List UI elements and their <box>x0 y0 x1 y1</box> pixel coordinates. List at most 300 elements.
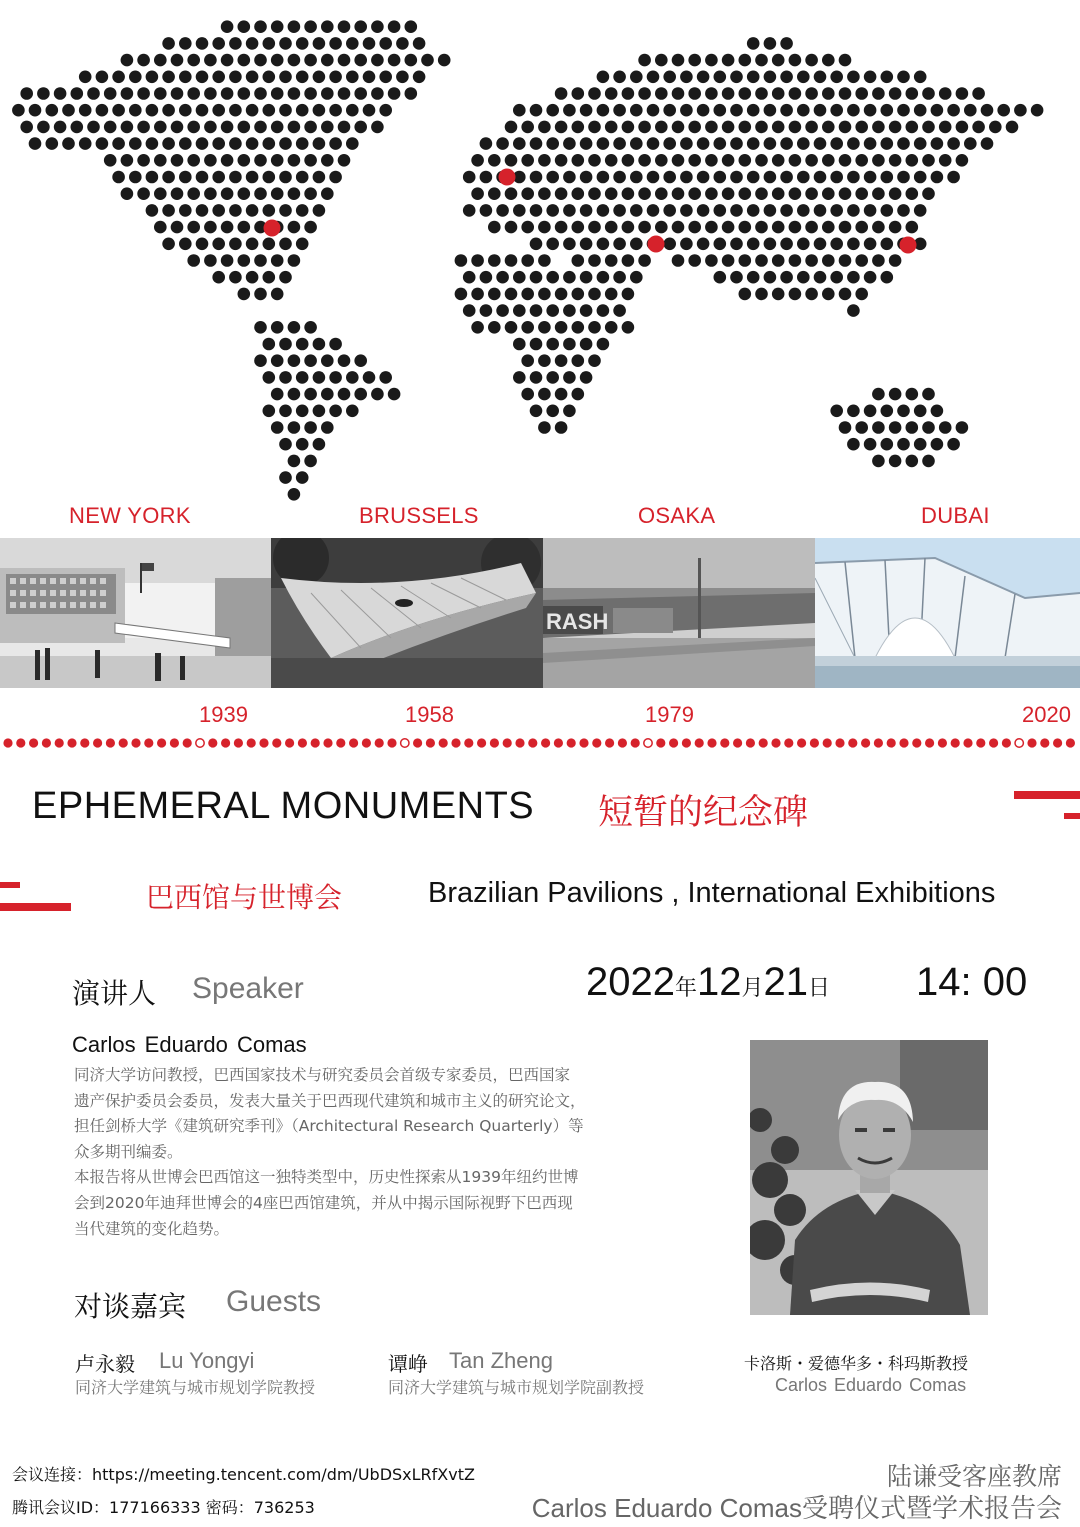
date-month: 12 <box>697 960 742 1004</box>
map-dot <box>304 87 317 100</box>
map-dot <box>697 204 710 217</box>
map-dot <box>304 154 317 167</box>
map-dot <box>346 371 359 384</box>
map-dot <box>254 87 267 100</box>
meeting-id: 腾讯会议ID：177166333 密码：736253 <box>12 1498 315 1517</box>
map-dot <box>546 104 559 117</box>
timeline-dot <box>887 738 896 747</box>
map-dot <box>212 171 225 184</box>
map-dot <box>814 271 827 284</box>
map-dot <box>830 137 843 150</box>
timeline-dot <box>989 738 998 747</box>
map-dot <box>254 121 267 134</box>
map-dot <box>688 154 701 167</box>
event-date <box>586 960 830 1005</box>
map-dot <box>196 238 209 251</box>
map-dot <box>889 221 902 234</box>
map-dot <box>279 438 292 451</box>
map-dot <box>346 71 359 84</box>
footer-event-title: Carlos Eduardo Comas受聘仪式暨学术报告会 <box>531 1493 1062 1523</box>
map-dot <box>672 154 685 167</box>
event-time: 14: 00 <box>916 960 1028 1004</box>
timeline-dot <box>682 738 691 747</box>
map-dot <box>864 238 877 251</box>
map-dot <box>797 104 810 117</box>
map-dot <box>196 104 209 117</box>
map-dot <box>288 154 301 167</box>
map-dot <box>354 354 367 367</box>
timeline-dot <box>336 738 345 747</box>
map-dot <box>847 438 860 451</box>
map-dot <box>363 104 376 117</box>
map-dot <box>405 20 418 33</box>
map-dot <box>789 121 802 134</box>
map-dot <box>279 137 292 150</box>
map-dot <box>304 388 317 401</box>
timeline-dot <box>669 738 678 747</box>
map-dot <box>288 54 301 67</box>
map-dot <box>413 71 426 84</box>
map-dot <box>922 187 935 200</box>
map-dot <box>96 137 109 150</box>
map-dot <box>906 121 919 134</box>
city-label-osaka: OSAKA <box>638 503 716 528</box>
bio-line: 会到2020年迪拜世博会的4座巴西馆建筑，并从中揭示国际视野下巴西现 <box>74 1193 573 1212</box>
map-dot <box>914 71 927 84</box>
map-dot <box>847 304 860 317</box>
map-dot <box>914 438 927 451</box>
map-dot <box>931 171 944 184</box>
map-dot <box>597 137 610 150</box>
map-dot <box>839 154 852 167</box>
map-dot <box>112 171 125 184</box>
map-dot <box>672 121 685 134</box>
map-dot <box>889 421 902 434</box>
map-dot <box>839 121 852 134</box>
map-dot <box>129 104 142 117</box>
map-dot <box>805 254 818 267</box>
map-dot <box>37 87 50 100</box>
map-dot <box>597 104 610 117</box>
map-dot <box>162 204 175 217</box>
map-dot <box>755 288 768 301</box>
map-dot <box>972 87 985 100</box>
map-dot <box>730 137 743 150</box>
map-dot <box>304 221 317 234</box>
map-dot <box>638 154 651 167</box>
map-dot <box>321 87 334 100</box>
map-dot <box>622 87 635 100</box>
timeline-dot <box>605 738 614 747</box>
map-dot <box>496 304 509 317</box>
map-dot <box>146 71 159 84</box>
map-dot <box>496 271 509 284</box>
timeline-dot <box>592 738 601 747</box>
map-dot <box>789 254 802 267</box>
map-dot <box>179 104 192 117</box>
timeline-dot <box>733 738 742 747</box>
map-dot <box>488 154 501 167</box>
map-dot <box>530 405 543 418</box>
photo-brussels-pavilion <box>271 538 543 688</box>
map-dot <box>555 87 568 100</box>
map-dot <box>329 137 342 150</box>
map-dot <box>864 405 877 418</box>
map-dot <box>906 421 919 434</box>
footer-chair-title: 陆谦受客座教席 <box>886 1462 1062 1491</box>
map-dot <box>947 104 960 117</box>
map-dot <box>722 54 735 67</box>
map-dot <box>62 104 75 117</box>
map-dot <box>555 321 568 334</box>
timeline-dot <box>618 738 627 747</box>
map-dot <box>313 338 326 351</box>
map-dot <box>663 104 676 117</box>
map-dot <box>839 421 852 434</box>
map-dot <box>922 154 935 167</box>
map-dot <box>705 187 718 200</box>
map-dot <box>354 388 367 401</box>
map-dot <box>881 104 894 117</box>
map-dot <box>304 321 317 334</box>
map-dot <box>121 87 134 100</box>
map-dot <box>789 187 802 200</box>
photo-osaka-pavilion <box>543 538 815 688</box>
map-dot <box>104 87 117 100</box>
map-dot <box>371 121 384 134</box>
map-dot <box>855 154 868 167</box>
map-dot <box>263 37 276 50</box>
map-dot <box>538 288 551 301</box>
map-dot <box>872 421 885 434</box>
map-dot <box>897 137 910 150</box>
map-dot <box>872 221 885 234</box>
map-dot <box>154 187 167 200</box>
timeline-dot <box>848 738 857 747</box>
map-dot <box>839 254 852 267</box>
map-dot <box>805 87 818 100</box>
map-dot <box>196 37 209 50</box>
map-dot <box>471 154 484 167</box>
map-dot <box>847 171 860 184</box>
map-dot <box>563 405 576 418</box>
map-dot <box>906 221 919 234</box>
map-dot <box>521 254 534 267</box>
map-dot <box>764 238 777 251</box>
map-dot <box>630 271 643 284</box>
map-dot <box>388 54 401 67</box>
map-dot <box>622 154 635 167</box>
map-dot <box>546 238 559 251</box>
map-dot <box>296 204 309 217</box>
map-dot <box>187 254 200 267</box>
map-dot <box>555 154 568 167</box>
map-dot <box>37 121 50 134</box>
map-dot <box>371 54 384 67</box>
meeting-link[interactable]: 会议连接：https://meeting.tencent.com/dm/UbDSxLRfXvtZ <box>12 1465 475 1484</box>
map-dot <box>279 471 292 484</box>
map-dot <box>313 204 326 217</box>
map-dot <box>79 104 92 117</box>
map-dot <box>755 87 768 100</box>
map-dot <box>146 171 159 184</box>
map-dot <box>789 54 802 67</box>
map-dot <box>622 187 635 200</box>
map-dot <box>730 271 743 284</box>
map-dot <box>780 37 793 50</box>
map-dot <box>739 254 752 267</box>
map-dot <box>271 187 284 200</box>
map-dot <box>521 288 534 301</box>
map-dot <box>822 54 835 67</box>
map-dot <box>814 171 827 184</box>
map-dot <box>121 187 134 200</box>
map-dot <box>780 137 793 150</box>
map-dot <box>171 187 184 200</box>
map-dot <box>705 87 718 100</box>
map-dot <box>580 204 593 217</box>
map-dot <box>830 405 843 418</box>
map-dot <box>480 304 493 317</box>
map-dot <box>830 238 843 251</box>
map-dot <box>688 254 701 267</box>
bio-line: 当代建筑的变化趋势。 <box>74 1219 230 1238</box>
map-dot <box>705 254 718 267</box>
map-dot <box>313 137 326 150</box>
map-dot <box>538 421 551 434</box>
year-label-1958: 1958 <box>405 702 454 727</box>
accent-bar-left <box>0 903 71 911</box>
map-dot <box>588 354 601 367</box>
map-dot <box>20 87 33 100</box>
map-dot <box>238 154 251 167</box>
map-dot <box>889 254 902 267</box>
map-dot <box>238 221 251 234</box>
map-dot <box>521 187 534 200</box>
map-dot <box>972 121 985 134</box>
map-dot <box>238 54 251 67</box>
map-dot <box>496 204 509 217</box>
map-dot <box>46 104 59 117</box>
timeline-dot <box>823 738 832 747</box>
map-dot <box>797 71 810 84</box>
map-dot <box>597 171 610 184</box>
map-dot <box>329 37 342 50</box>
map-dot <box>229 238 242 251</box>
timeline-dot <box>541 738 550 747</box>
map-dot <box>313 71 326 84</box>
speaker-portrait <box>750 1040 988 1315</box>
map-dot <box>204 121 217 134</box>
map-dot <box>87 121 100 134</box>
map-dot <box>555 288 568 301</box>
map-dot <box>279 37 292 50</box>
year-label-1939: 1939 <box>199 702 248 727</box>
timeline-dot <box>515 738 524 747</box>
portrait-caption-chinese: 卡洛斯・爱德华多・科玛斯教授 <box>744 1354 969 1373</box>
map-dot <box>688 54 701 67</box>
map-dot <box>755 254 768 267</box>
map-dot <box>922 455 935 468</box>
map-dot <box>488 321 501 334</box>
timeline-dot <box>963 738 972 747</box>
map-dot <box>922 121 935 134</box>
map-dot <box>855 87 868 100</box>
map-dot <box>338 154 351 167</box>
map-dot <box>622 254 635 267</box>
map-dot <box>321 388 334 401</box>
map-dot <box>630 238 643 251</box>
map-dot <box>513 204 526 217</box>
map-dot <box>613 271 626 284</box>
map-dot <box>154 121 167 134</box>
map-dot <box>797 137 810 150</box>
map-dot <box>154 54 167 67</box>
map-dot <box>755 121 768 134</box>
map-dot <box>121 121 134 134</box>
map-dot <box>780 271 793 284</box>
timeline-dot <box>976 738 985 747</box>
map-dot <box>338 354 351 367</box>
map-dot <box>613 71 626 84</box>
map-dot <box>680 238 693 251</box>
map-dot <box>588 154 601 167</box>
map-dot <box>772 121 785 134</box>
map-dot <box>530 137 543 150</box>
timeline-dot <box>503 738 512 747</box>
map-dot <box>638 54 651 67</box>
map-dot <box>146 104 159 117</box>
map-dot <box>605 254 618 267</box>
map-dot <box>572 87 585 100</box>
map-dot <box>555 121 568 134</box>
map-dot <box>304 455 317 468</box>
city-label-dubai: DUBAI <box>921 503 990 528</box>
timeline-dot <box>349 738 358 747</box>
map-dot <box>722 121 735 134</box>
map-dot <box>271 254 284 267</box>
map-dot <box>329 171 342 184</box>
map-dot <box>714 137 727 150</box>
timeline-dot <box>771 738 780 747</box>
map-dot <box>471 288 484 301</box>
map-dot <box>363 371 376 384</box>
map-dot <box>279 338 292 351</box>
bio-line: 本报告将从世博会巴西馆这一独特类型中，历史性探索从1939年纽约世博 <box>74 1168 579 1187</box>
year-label-2020: 2020 <box>1022 702 1071 727</box>
map-dot <box>546 171 559 184</box>
map-dot <box>1006 121 1019 134</box>
map-dot <box>212 238 225 251</box>
map-dot <box>739 187 752 200</box>
map-dot <box>146 204 159 217</box>
map-dot <box>271 54 284 67</box>
map-dot <box>747 37 760 50</box>
map-dot <box>480 137 493 150</box>
map-dot <box>12 104 25 117</box>
map-dot <box>872 121 885 134</box>
map-dot <box>697 104 710 117</box>
map-dot <box>71 87 84 100</box>
map-dot <box>313 371 326 384</box>
map-dot <box>830 171 843 184</box>
map-dot <box>20 121 33 134</box>
map-dot <box>371 20 384 33</box>
map-dot <box>814 204 827 217</box>
map-dot <box>162 37 175 50</box>
timeline-dot <box>285 738 294 747</box>
map-dot <box>739 87 752 100</box>
map-dot <box>613 137 626 150</box>
map-dot <box>321 20 334 33</box>
timeline-dot <box>93 738 102 747</box>
map-dot <box>605 187 618 200</box>
map-dot <box>613 171 626 184</box>
map-dot <box>521 154 534 167</box>
map-dot <box>171 221 184 234</box>
speaker-heading-english: Speaker <box>192 972 304 1005</box>
map-dot <box>279 171 292 184</box>
map-dot <box>546 137 559 150</box>
map-dot <box>897 405 910 418</box>
map-dot <box>288 221 301 234</box>
map-dot <box>296 405 309 418</box>
map-dot <box>196 137 209 150</box>
map-dot <box>705 54 718 67</box>
map-dot <box>546 338 559 351</box>
map-dot <box>747 71 760 84</box>
map-dot <box>112 71 125 84</box>
map-dot <box>179 37 192 50</box>
map-dot <box>521 221 534 234</box>
timeline-dot <box>579 738 588 747</box>
map-dot <box>271 421 284 434</box>
map-dot <box>764 271 777 284</box>
map-dot <box>29 104 42 117</box>
map-dot <box>546 204 559 217</box>
map-dot <box>471 321 484 334</box>
map-dot <box>580 371 593 384</box>
map-dot <box>580 137 593 150</box>
map-dot <box>296 37 309 50</box>
map-dot <box>338 121 351 134</box>
map-dot <box>513 104 526 117</box>
map-dot <box>104 154 117 167</box>
map-dot <box>764 104 777 117</box>
map-dot <box>221 121 234 134</box>
map-dot <box>864 204 877 217</box>
timeline-milestone-dot <box>401 739 409 747</box>
map-dot <box>254 54 267 67</box>
timeline-dot <box>1027 738 1036 747</box>
map-dot <box>613 304 626 317</box>
map-dot <box>338 54 351 67</box>
map-dot <box>630 71 643 84</box>
map-dot <box>588 121 601 134</box>
timeline-dot <box>323 738 332 747</box>
map-dot <box>630 171 643 184</box>
map-dot <box>112 104 125 117</box>
map-dot <box>505 154 518 167</box>
timeline-dot <box>1066 738 1075 747</box>
map-dot <box>304 54 317 67</box>
map-dot <box>722 187 735 200</box>
map-dot <box>87 87 100 100</box>
map-dot <box>572 321 585 334</box>
map-dot <box>839 221 852 234</box>
map-dot <box>379 37 392 50</box>
map-dot <box>947 171 960 184</box>
